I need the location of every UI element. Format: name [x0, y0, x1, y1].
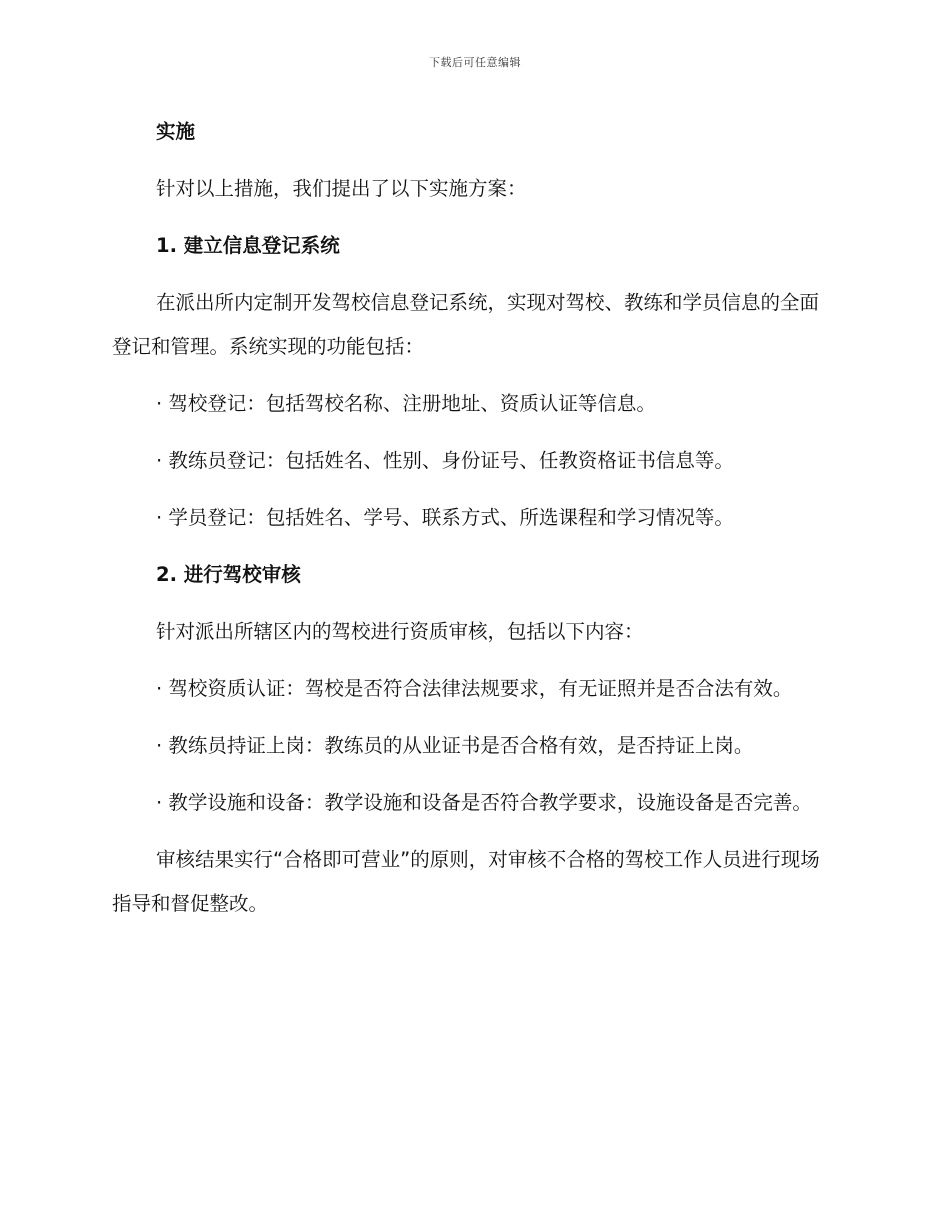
list-item: · 驾校登记：包括驾校名称、注册地址、资质认证等信息。 — [156, 392, 656, 415]
section-1-paragraph: 在派出所内定制开发驾校信息登记系统，实现对驾校、教练和学员信息的全面登记和管理。系统实现的功能包括： — [112, 291, 820, 358]
list-item: · 教练员持证上岗：教练员的从业证书是否合格有效，是否持证上岗。 — [156, 734, 754, 757]
list-item: · 驾校资质认证：驾校是否符合法律法规要求，有无证照并是否合法有效。 — [156, 677, 793, 700]
section-title: 实施 — [156, 120, 196, 143]
intro-paragraph: 针对以上措施，我们提出了以下实施方案： — [156, 177, 527, 200]
list-item: · 教练员登记：包括姓名、性别、身份证号、任教资格证书信息等。 — [156, 449, 734, 472]
section-2-paragraph: 针对派出所辖区内的驾校进行资质审核，包括以下内容： — [156, 620, 644, 643]
list-item: · 学员登记：包括姓名、学号、联系方式、所选课程和学习情况等。 — [156, 506, 734, 529]
page-header-note: 下载后可任意编辑 — [429, 56, 521, 69]
conclusion-paragraph: 审核结果实行“合格即可营业”的原则，对审核不合格的驾校工作人员进行现场指导和督促整改。 — [112, 848, 820, 915]
section-1-heading: 1. 建立信息登记系统 — [156, 234, 340, 257]
section-2-heading: 2. 进行驾校审核 — [156, 563, 301, 586]
list-item: · 教学设施和设备：教学设施和设备是否符合教学要求，设施设备是否完善。 — [156, 791, 812, 814]
document-body — [112, 110, 832, 926]
